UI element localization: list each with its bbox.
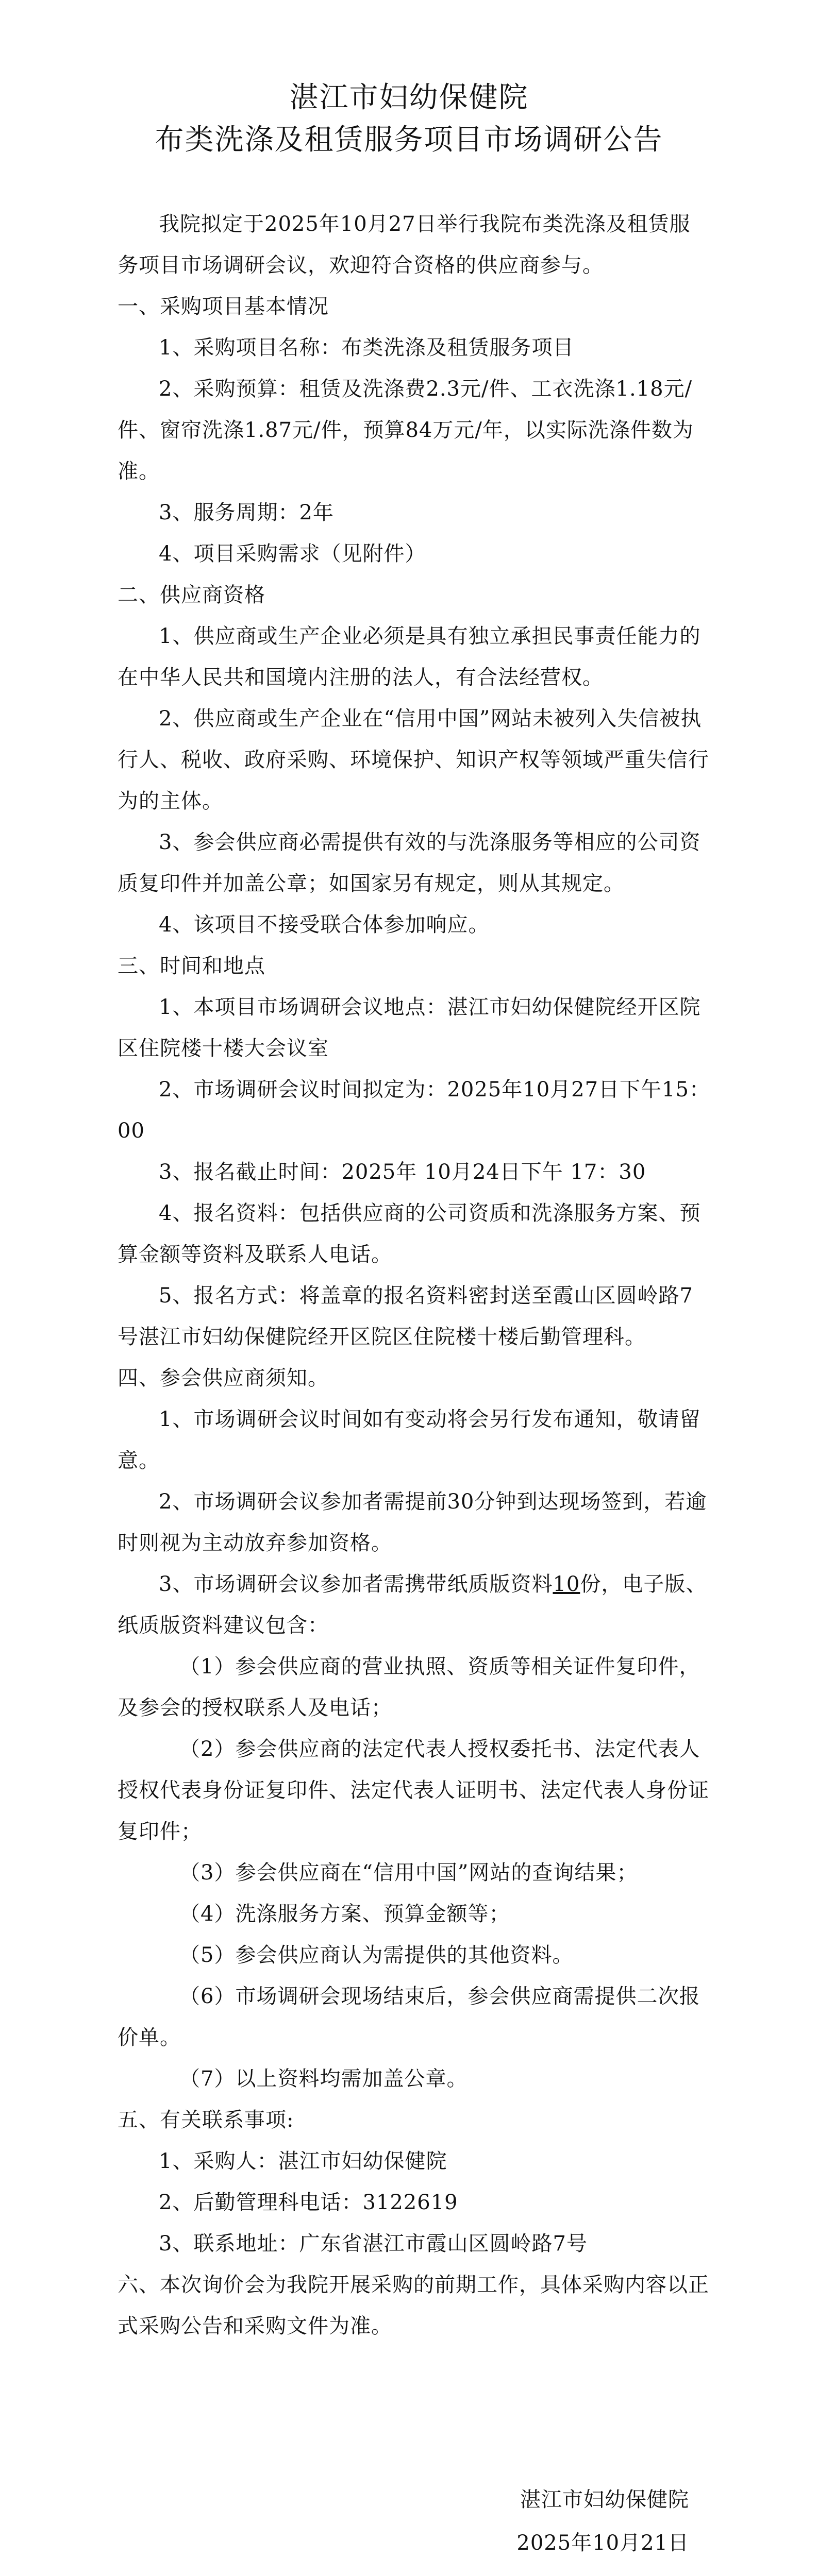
sub-item: （2）参会供应商的法定代表人授权委托书、法定代表人授权代表身份证复印件、法定代表人证明书、法定代表人身份证复印件； (118, 1737, 709, 1843)
document-title: 布类洗涤及租赁服务项目市场调研公告 (155, 123, 663, 157)
list-item: 1、供应商或生产企业必须是具有独立承担民事责任能力的在中华人民共和国境内注册的法人，有合法经营权。 (118, 624, 701, 689)
list-item: 1、采购人：湛江市妇幼保健院 (159, 2149, 447, 2173)
section-heading: 三、时间和地点 (118, 954, 265, 978)
list-item: 4、该项目不接受联合体参加响应。 (159, 913, 490, 937)
signature-date: 2025年10月21日 (516, 2531, 689, 2555)
materials-count: 10 (553, 1572, 580, 1596)
list-item-materials (118, 1564, 710, 1646)
section-heading: 五、有关联系事项: (118, 2108, 294, 2132)
signature-block (516, 2478, 689, 2565)
list-item: 2、供应商或生产企业在“信用中国”网站未被列入失信被执行人、税收、政府采购、环境保护、知识产权等领域严重失信行为的主体。 (118, 707, 709, 813)
item-text: 3、市场调研会议参加者需携带纸质版资料 (159, 1572, 553, 1596)
sub-item: （5）参会供应商认为需提供的其他资料。 (179, 1943, 574, 1967)
list-item: 2、后勤管理科电话：3122619 (159, 2191, 458, 2214)
section-heading: 一、采购项目基本情况 (118, 295, 329, 318)
sub-item: （7）以上资料均需加盖公章。 (179, 2067, 468, 2091)
sub-item: （4）洗涤服务方案、预算金额等； (179, 1902, 510, 1926)
list-item: 2、市场调研会议时间拟定为：2025年10月27日下午15：00 (118, 1078, 710, 1143)
list-item: 3、服务周期：2年 (159, 501, 334, 524)
intro-paragraph: 我院拟定于2025年10月27日举行我院布类洗涤及租赁服务项目市场调研会议，欢迎符合资格的供应商参与。 (118, 212, 691, 277)
list-item: 3、联系地址：广东省湛江市霞山区圆岭路7号 (159, 2232, 588, 2256)
list-item: 4、项目采购需求（见附件） (159, 542, 426, 566)
closing-paragraph: 六、本次询价会为我院开展采购的前期工作，具体采购内容以正式采购公告和采购文件为准。 (118, 2273, 709, 2338)
list-item: 1、采购项目名称：布类洗涤及租赁服务项目 (159, 336, 574, 360)
list-item: 4、报名资料：包括供应商的公司资质和洗涤服务方案、预算金额等资料及联系人电话。 (118, 1201, 701, 1266)
section-heading: 四、参会供应商须知。 (118, 1366, 329, 1390)
document-org-title: 湛江市妇幼保健院 (289, 81, 529, 114)
list-item: 1、本项目市场调研会议地点：湛江市妇幼保健院经开区院区住院楼十楼大会议室 (118, 995, 701, 1060)
sub-item: （1）参会供应商的营业执照、资质等相关证件复印件，及参会的授权联系人及电话； (118, 1655, 700, 1720)
list-item: 3、报名截止时间：2025年 10月24日下午 17：30 (159, 1160, 646, 1184)
sub-item: （6）市场调研会现场结束后，参会供应商需提供二次报价单。 (118, 1985, 700, 2049)
sub-item: （3）参会供应商在“信用中国”网站的查询结果； (179, 1861, 638, 1885)
item-text: 份，电子版、纸质版资料建议包含： (118, 1572, 707, 1637)
list-item: 2、市场调研会议参加者需提前30分钟到达现场签到，若逾时则视为主动放弃参加资格。 (118, 1490, 707, 1555)
section-heading: 二、供应商资格 (118, 583, 265, 607)
list-item: 5、报名方式：将盖章的报名资料密封送至霞山区圆岭路7号湛江市妇幼保健院经开区院区住院楼十楼后勤管理科。 (118, 1284, 693, 1349)
list-item: 2、采购预算：租赁及洗涤费2.3元/件、工衣洗涤1.18元/件、窗帘洗涤1.87元/件，预算84万元/年，以实际洗涤件数为准。 (118, 377, 694, 483)
list-item: 3、参会供应商必需提供有效的与洗涤服务等相应的公司资质复印件并加盖公章；如国家另有规定，则从其规定。 (118, 831, 701, 895)
list-item: 1、市场调研会议时间如有变动将会另行发布通知，敬请留意。 (118, 1408, 701, 1472)
signature-org: 湛江市妇幼保健院 (520, 2488, 689, 2512)
document-body (118, 204, 710, 2347)
